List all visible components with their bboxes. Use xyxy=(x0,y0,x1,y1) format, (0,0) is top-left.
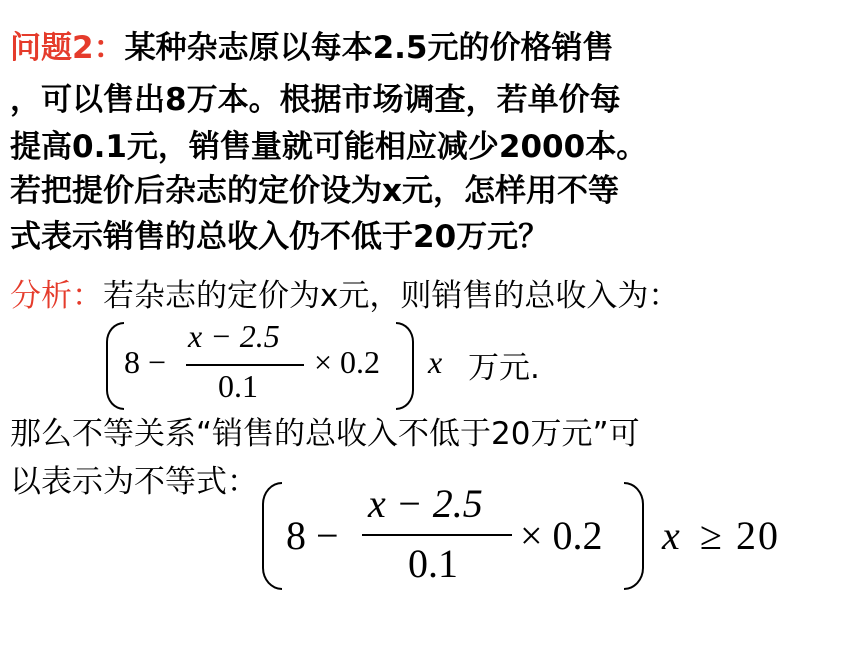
analysis-line-1 xyxy=(10,278,679,314)
ineq-denominator: 0.1 xyxy=(408,541,458,586)
analysis-line-2: 那么不等关系“销售的总收入不低于20万元”可 xyxy=(10,416,640,452)
problem-line-3: 提高0.1元，销售量就可能相应减少2000本。 xyxy=(10,129,648,165)
problem-line-1 xyxy=(10,30,614,66)
ineq-const: 8 − xyxy=(286,513,339,558)
left-paren xyxy=(262,482,282,590)
ineq-times: × 0.2 xyxy=(520,513,603,558)
expr-denominator: 0.1 xyxy=(218,368,258,404)
revenue-expression xyxy=(100,320,560,408)
left-paren xyxy=(106,322,124,410)
fraction-bar xyxy=(186,364,304,366)
problem-text-1: 某种杂志原以每本2.5元的价格销售 xyxy=(124,30,614,66)
expr-const: 8 − xyxy=(124,344,167,380)
fraction-bar xyxy=(362,534,512,536)
analysis-label: 分析： xyxy=(10,278,103,314)
problem-line-5: 式表示销售的总收入仍不低于20万元？ xyxy=(10,219,550,255)
inequality-expression xyxy=(258,480,818,590)
expr-times: × 0.2 xyxy=(314,344,381,380)
ineq-numerator: x − 2.5 xyxy=(368,481,483,526)
problem-line-4: 若把提价后杂志的定价设为x元，怎样用不等 xyxy=(10,173,619,209)
ineq-relation: ≥ 20 xyxy=(700,513,780,558)
expr-var: x xyxy=(428,344,443,380)
right-paren xyxy=(396,322,414,410)
analysis-text-1: 若杂志的定价为x元，则销售的总收入为： xyxy=(103,278,680,314)
problem-label: 问题2： xyxy=(10,30,125,66)
expr-unit: 万元. xyxy=(468,350,540,386)
problem-line-2: ，可以售出8万本。根据市场调查，若单价每 xyxy=(10,82,621,118)
expr-numerator: x − 2.5 xyxy=(188,318,280,354)
ineq-var: x xyxy=(662,513,680,558)
right-paren xyxy=(624,482,644,590)
analysis-line-3: 以表示为不等式： xyxy=(10,464,258,500)
